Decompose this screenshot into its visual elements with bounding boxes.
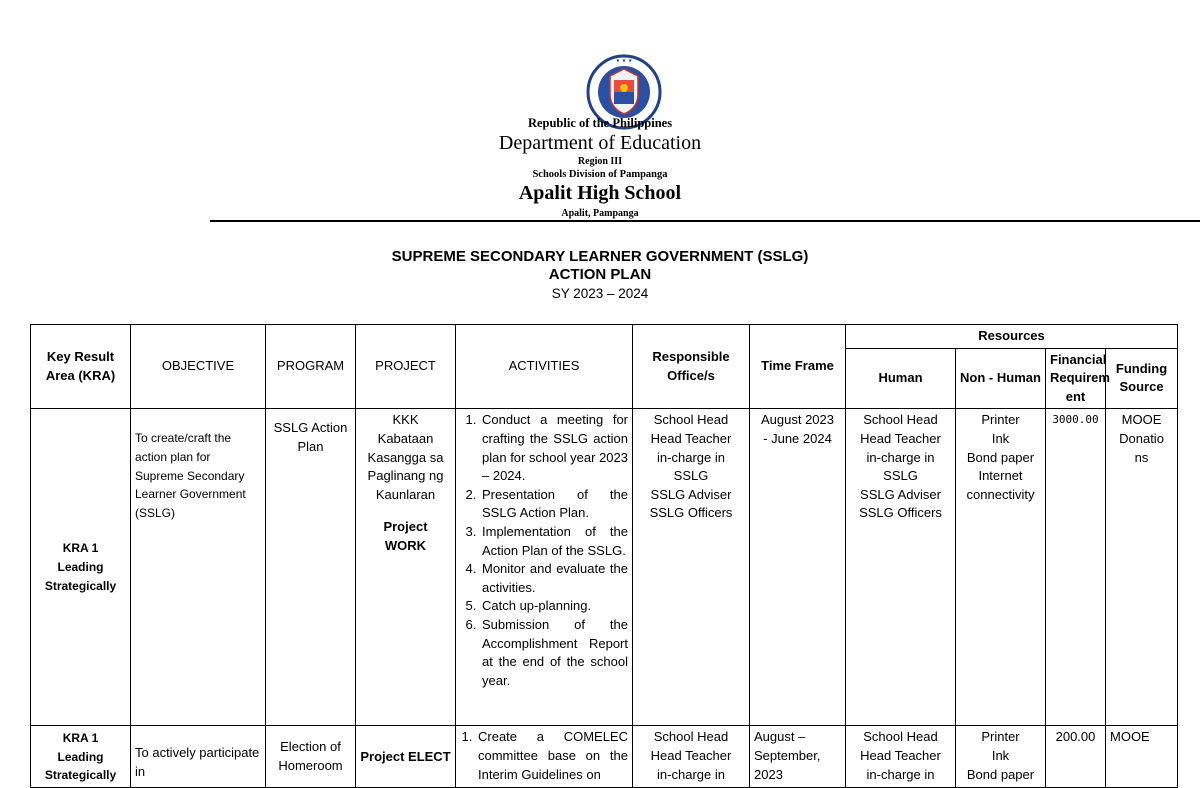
nonhuman-cell: Printer Ink Bond paper	[956, 726, 1046, 788]
kra-cell: KRA 1 Leading Strategically	[31, 409, 131, 726]
division-line: Schools Division of Pampanga	[532, 169, 668, 180]
activity-item: 5. Catch up-planning.	[480, 597, 628, 616]
objective-cell: To actively participate in	[131, 726, 266, 788]
activity-item: 4. Monitor and evaluate the activities.	[480, 560, 628, 597]
office-cell: School Head Head Teacher in-charge in SSLG SSLG Adviser SSLG Officers	[633, 409, 750, 726]
action-plan-table	[30, 324, 1178, 788]
activities-cell	[456, 726, 633, 788]
activity-item: 6. Submission of the Accomplishment Report at the end of the school year.	[480, 616, 628, 690]
header-nonhuman: Non - Human	[956, 348, 1046, 409]
plan-title: SUPREME SECONDARY LEARNER GOVERNMENT (SSLG)	[391, 248, 809, 265]
republic-line: Republic of the Philippines	[527, 116, 673, 130]
time-frame-cell: August 2023 - June 2024	[750, 409, 846, 726]
human-cell: School Head Head Teacher in-charge in	[846, 726, 956, 788]
header-financial: Financial Requirem ent	[1046, 348, 1106, 409]
kra-cell: KRA 1 Leading Strategically	[31, 726, 131, 788]
funding-cell: MOOE	[1106, 726, 1178, 788]
header-human: Human	[846, 348, 956, 409]
header-activities: ACTIVITIES	[456, 325, 633, 409]
header-project: PROJECT	[356, 325, 456, 409]
school-address: Apalit, Pampanga	[561, 208, 639, 219]
financial-cell: 200.00	[1046, 726, 1106, 788]
department-name: Department of Education	[498, 132, 702, 154]
activity-item: 1. Conduct a meeting for crafting the SSLG action plan for school year 2023 – 2024.	[480, 411, 628, 485]
human-cell: School Head Head Teacher in-charge in SSLG SSLG Adviser SSLG Officers	[846, 409, 956, 726]
objective-cell: To create/craft the action plan for Supreme Secondary Learner Government (SSLG)	[131, 409, 266, 726]
financial-cell: 3000.00	[1046, 409, 1106, 726]
header-office: Responsible Office/s	[633, 325, 750, 409]
office-cell: School Head Head Teacher in-charge in	[633, 726, 750, 788]
activities-cell	[456, 409, 633, 726]
plan-subtitle: ACTION PLAN	[548, 266, 652, 283]
time-frame-cell: August – September, 2023	[750, 726, 846, 788]
school-year: SY 2023 – 2024	[551, 286, 649, 301]
header-kra: Key Result Area (KRA)	[31, 325, 131, 409]
program-cell: Election of Homeroom	[266, 726, 356, 788]
header-funding: Funding Source	[1106, 348, 1178, 409]
letterhead-divider	[210, 220, 1200, 222]
region-line: Region III	[577, 156, 623, 167]
program-cell: SSLG Action Plan	[266, 409, 356, 726]
school-name: Apalit High School	[518, 182, 682, 204]
header-resources: Resources	[846, 325, 1178, 349]
project-cell: Project ELECT	[356, 726, 456, 788]
activity-item: 3. Implementation of the Action Plan of the SSLG.	[480, 523, 628, 560]
project-cell: KKK Kabataan Kasangga sa Paglinang ng Kaunlaran Project WORK	[356, 409, 456, 726]
activity-item: 2. Presentation of the SSLG Action Plan.	[480, 486, 628, 523]
header-program: PROGRAM	[266, 325, 356, 409]
header-time-frame: Time Frame	[750, 325, 846, 409]
nonhuman-cell: Printer Ink Bond paper Internet connectivity	[956, 409, 1046, 726]
table-row	[31, 409, 1178, 726]
funding-cell: MOOE Donatio ns	[1106, 409, 1178, 726]
header-objective: OBJECTIVE	[131, 325, 266, 409]
table-row	[31, 726, 1178, 788]
activity-item: 1. Create a COMELEC committee base on the Interim Guidelines on	[476, 728, 628, 784]
svg-text:★ ★ ★: ★ ★ ★	[615, 58, 633, 64]
